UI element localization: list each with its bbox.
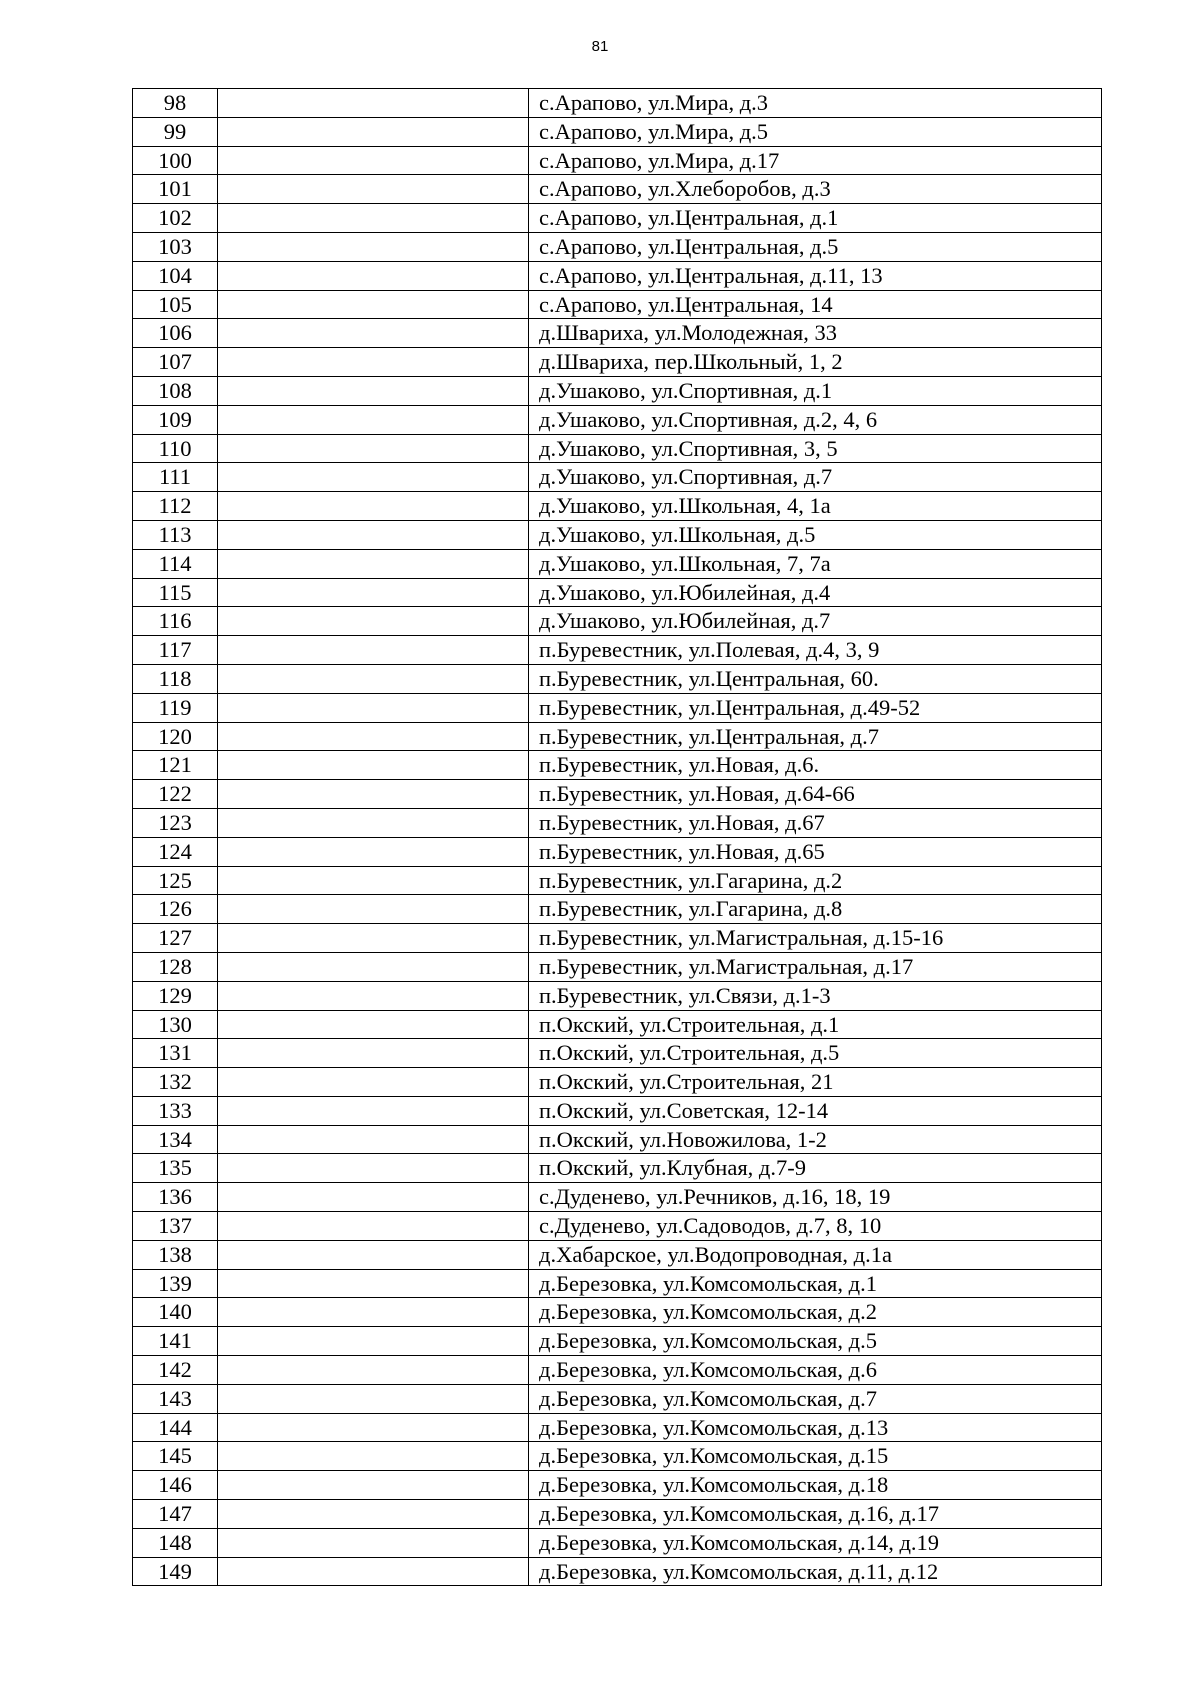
address-cell: п.Буревестник, ул.Магистральная, д.17 bbox=[529, 952, 1102, 981]
address-cell: д.Березовка, ул.Комсомольская, д.15 bbox=[529, 1442, 1102, 1471]
table-row bbox=[133, 780, 1102, 809]
row-number-cell: 112 bbox=[133, 492, 218, 521]
table-row bbox=[133, 1039, 1102, 1068]
table-row bbox=[133, 376, 1102, 405]
empty-cell bbox=[218, 1384, 529, 1413]
address-cell: п.Окский, ул.Строительная, д.5 bbox=[529, 1039, 1102, 1068]
empty-cell bbox=[218, 693, 529, 722]
table-row bbox=[133, 463, 1102, 492]
table-row bbox=[133, 1384, 1102, 1413]
address-cell: с.Арапово, ул.Центральная, д.1 bbox=[529, 204, 1102, 233]
empty-cell bbox=[218, 722, 529, 751]
row-number-cell: 128 bbox=[133, 952, 218, 981]
address-cell: п.Буревестник, ул.Гагарина, д.2 bbox=[529, 866, 1102, 895]
row-number-cell: 141 bbox=[133, 1327, 218, 1356]
row-number-cell: 102 bbox=[133, 204, 218, 233]
empty-cell bbox=[218, 1010, 529, 1039]
address-cell: д.Ушаково, ул.Спортивная, 3, 5 bbox=[529, 434, 1102, 463]
row-number-cell: 142 bbox=[133, 1356, 218, 1385]
address-cell: п.Буревестник, ул.Новая, д.6. bbox=[529, 751, 1102, 780]
table-row bbox=[133, 808, 1102, 837]
row-number-cell: 101 bbox=[133, 175, 218, 204]
row-number-cell: 147 bbox=[133, 1500, 218, 1529]
table-row bbox=[133, 204, 1102, 233]
row-number-cell: 107 bbox=[133, 348, 218, 377]
row-number-cell: 120 bbox=[133, 722, 218, 751]
row-number-cell: 127 bbox=[133, 924, 218, 953]
row-number-cell: 114 bbox=[133, 549, 218, 578]
empty-cell bbox=[218, 1096, 529, 1125]
address-cell: д.Ушаково, ул.Школьная, 4, 1а bbox=[529, 492, 1102, 521]
row-number-cell: 121 bbox=[133, 751, 218, 780]
address-cell: п.Окский, ул.Строительная, д.1 bbox=[529, 1010, 1102, 1039]
table-row bbox=[133, 636, 1102, 665]
empty-cell bbox=[218, 261, 529, 290]
address-cell: с.Арапово, ул.Центральная, д.5 bbox=[529, 232, 1102, 261]
address-cell: с.Дуденево, ул.Садоводов, д.7, 8, 10 bbox=[529, 1212, 1102, 1241]
table-row bbox=[133, 1125, 1102, 1154]
empty-cell bbox=[218, 434, 529, 463]
table-row bbox=[133, 175, 1102, 204]
empty-cell bbox=[218, 1212, 529, 1241]
empty-cell bbox=[218, 1442, 529, 1471]
empty-cell bbox=[218, 1356, 529, 1385]
row-number-cell: 148 bbox=[133, 1528, 218, 1557]
table-row bbox=[133, 1212, 1102, 1241]
table-row bbox=[133, 232, 1102, 261]
address-cell: с.Дуденево, ул.Речников, д.16, 18, 19 bbox=[529, 1183, 1102, 1212]
row-number-cell: 129 bbox=[133, 981, 218, 1010]
row-number-cell: 125 bbox=[133, 866, 218, 895]
row-number-cell: 144 bbox=[133, 1413, 218, 1442]
empty-cell bbox=[218, 780, 529, 809]
row-number-cell: 133 bbox=[133, 1096, 218, 1125]
row-number-cell: 126 bbox=[133, 895, 218, 924]
table-row bbox=[133, 1096, 1102, 1125]
table-row bbox=[133, 549, 1102, 578]
empty-cell bbox=[218, 1327, 529, 1356]
empty-cell bbox=[218, 1471, 529, 1500]
address-cell: п.Окский, ул.Строительная, 21 bbox=[529, 1068, 1102, 1097]
address-cell: д.Ушаково, ул.Спортивная, д.1 bbox=[529, 376, 1102, 405]
row-number-cell: 115 bbox=[133, 578, 218, 607]
row-number-cell: 98 bbox=[133, 89, 218, 118]
row-number-cell: 113 bbox=[133, 520, 218, 549]
empty-cell bbox=[218, 1240, 529, 1269]
row-number-cell: 99 bbox=[133, 117, 218, 146]
table-row bbox=[133, 924, 1102, 953]
address-cell: д.Березовка, ул.Комсомольская, д.2 bbox=[529, 1298, 1102, 1327]
table-row bbox=[133, 1240, 1102, 1269]
table-row bbox=[133, 722, 1102, 751]
row-number-cell: 131 bbox=[133, 1039, 218, 1068]
address-cell: д.Березовка, ул.Комсомольская, д.16, д.17 bbox=[529, 1500, 1102, 1529]
address-cell: д.Березовка, ул.Комсомольская, д.5 bbox=[529, 1327, 1102, 1356]
row-number-cell: 135 bbox=[133, 1154, 218, 1183]
table-row bbox=[133, 607, 1102, 636]
row-number-cell: 117 bbox=[133, 636, 218, 665]
table-row bbox=[133, 578, 1102, 607]
empty-cell bbox=[218, 146, 529, 175]
empty-cell bbox=[218, 1154, 529, 1183]
empty-cell bbox=[218, 808, 529, 837]
row-number-cell: 136 bbox=[133, 1183, 218, 1212]
row-number-cell: 109 bbox=[133, 405, 218, 434]
address-cell: п.Буревестник, ул.Магистральная, д.15-16 bbox=[529, 924, 1102, 953]
address-table bbox=[132, 88, 1102, 1586]
table-row bbox=[133, 434, 1102, 463]
table-row bbox=[133, 89, 1102, 118]
empty-cell bbox=[218, 492, 529, 521]
row-number-cell: 105 bbox=[133, 290, 218, 319]
empty-cell bbox=[218, 1039, 529, 1068]
address-cell: п.Окский, ул.Клубная, д.7-9 bbox=[529, 1154, 1102, 1183]
table-row bbox=[133, 405, 1102, 434]
row-number-cell: 132 bbox=[133, 1068, 218, 1097]
row-number-cell: 143 bbox=[133, 1384, 218, 1413]
empty-cell bbox=[218, 1413, 529, 1442]
address-table-body bbox=[133, 89, 1102, 1586]
address-cell: п.Буревестник, ул.Новая, д.67 bbox=[529, 808, 1102, 837]
table-row bbox=[133, 1154, 1102, 1183]
row-number-cell: 138 bbox=[133, 1240, 218, 1269]
empty-cell bbox=[218, 866, 529, 895]
row-number-cell: 111 bbox=[133, 463, 218, 492]
empty-cell bbox=[218, 463, 529, 492]
empty-cell bbox=[218, 837, 529, 866]
empty-cell bbox=[218, 405, 529, 434]
row-number-cell: 146 bbox=[133, 1471, 218, 1500]
address-cell: д.Ушаково, ул.Школьная, д.5 bbox=[529, 520, 1102, 549]
table-row bbox=[133, 751, 1102, 780]
address-cell: д.Ушаково, ул.Школьная, 7, 7а bbox=[529, 549, 1102, 578]
table-row bbox=[133, 1068, 1102, 1097]
address-cell: п.Буревестник, ул.Связи, д.1-3 bbox=[529, 981, 1102, 1010]
table-row bbox=[133, 1500, 1102, 1529]
empty-cell bbox=[218, 636, 529, 665]
address-cell: п.Буревестник, ул.Новая, д.64-66 bbox=[529, 780, 1102, 809]
empty-cell bbox=[218, 1125, 529, 1154]
empty-cell bbox=[218, 952, 529, 981]
row-number-cell: 116 bbox=[133, 607, 218, 636]
empty-cell bbox=[218, 895, 529, 924]
empty-cell bbox=[218, 117, 529, 146]
address-cell: д.Березовка, ул.Комсомольская, д.13 bbox=[529, 1413, 1102, 1442]
empty-cell bbox=[218, 319, 529, 348]
table-row bbox=[133, 866, 1102, 895]
address-cell: д.Ушаково, ул.Юбилейная, д.7 bbox=[529, 607, 1102, 636]
table-row bbox=[133, 492, 1102, 521]
address-cell: д.Березовка, ул.Комсомольская, д.18 bbox=[529, 1471, 1102, 1500]
empty-cell bbox=[218, 232, 529, 261]
empty-cell bbox=[218, 607, 529, 636]
empty-cell bbox=[218, 578, 529, 607]
table-row bbox=[133, 981, 1102, 1010]
address-cell: с.Арапово, ул.Мира, д.17 bbox=[529, 146, 1102, 175]
row-number-cell: 130 bbox=[133, 1010, 218, 1039]
table-row bbox=[133, 1298, 1102, 1327]
table-row bbox=[133, 1413, 1102, 1442]
row-number-cell: 110 bbox=[133, 434, 218, 463]
empty-cell bbox=[218, 1557, 529, 1586]
row-number-cell: 122 bbox=[133, 780, 218, 809]
row-number-cell: 145 bbox=[133, 1442, 218, 1471]
address-cell: п.Буревестник, ул.Гагарина, д.8 bbox=[529, 895, 1102, 924]
address-cell: с.Арапово, ул.Центральная, д.11, 13 bbox=[529, 261, 1102, 290]
address-cell: п.Буревестник, ул.Новая, д.65 bbox=[529, 837, 1102, 866]
table-row bbox=[133, 1183, 1102, 1212]
table-row bbox=[133, 520, 1102, 549]
row-number-cell: 124 bbox=[133, 837, 218, 866]
address-cell: д.Березовка, ул.Комсомольская, д.6 bbox=[529, 1356, 1102, 1385]
table-row bbox=[133, 261, 1102, 290]
empty-cell bbox=[218, 348, 529, 377]
row-number-cell: 137 bbox=[133, 1212, 218, 1241]
row-number-cell: 123 bbox=[133, 808, 218, 837]
page-number: 81 bbox=[591, 38, 609, 55]
empty-cell bbox=[218, 981, 529, 1010]
address-cell: п.Окский, ул.Новожилова, 1-2 bbox=[529, 1125, 1102, 1154]
table-row bbox=[133, 693, 1102, 722]
table-row bbox=[133, 1471, 1102, 1500]
empty-cell bbox=[218, 204, 529, 233]
empty-cell bbox=[218, 520, 529, 549]
table-row bbox=[133, 319, 1102, 348]
row-number-cell: 104 bbox=[133, 261, 218, 290]
address-cell: п.Буревестник, ул.Центральная, д.49-52 bbox=[529, 693, 1102, 722]
table-row bbox=[133, 1327, 1102, 1356]
address-cell: д.Хабарское, ул.Водопроводная, д.1а bbox=[529, 1240, 1102, 1269]
row-number-cell: 108 bbox=[133, 376, 218, 405]
address-cell: п.Буревестник, ул.Полевая, д.4, 3, 9 bbox=[529, 636, 1102, 665]
row-number-cell: 118 bbox=[133, 664, 218, 693]
empty-cell bbox=[218, 1068, 529, 1097]
address-cell: с.Арапово, ул.Мира, д.5 bbox=[529, 117, 1102, 146]
table-row bbox=[133, 117, 1102, 146]
empty-cell bbox=[218, 1528, 529, 1557]
empty-cell bbox=[218, 89, 529, 118]
empty-cell bbox=[218, 1500, 529, 1529]
table-row bbox=[133, 146, 1102, 175]
address-cell: д.Березовка, ул.Комсомольская, д.7 bbox=[529, 1384, 1102, 1413]
table-row bbox=[133, 1528, 1102, 1557]
row-number-cell: 149 bbox=[133, 1557, 218, 1586]
table-row bbox=[133, 895, 1102, 924]
empty-cell bbox=[218, 290, 529, 319]
empty-cell bbox=[218, 664, 529, 693]
table-row bbox=[133, 290, 1102, 319]
address-cell: с.Арапово, ул.Центральная, 14 bbox=[529, 290, 1102, 319]
address-cell: п.Буревестник, ул.Центральная, д.7 bbox=[529, 722, 1102, 751]
table-row bbox=[133, 1269, 1102, 1298]
row-number-cell: 100 bbox=[133, 146, 218, 175]
address-cell: д.Ушаково, ул.Юбилейная, д.4 bbox=[529, 578, 1102, 607]
address-cell: п.Окский, ул.Советская, 12-14 bbox=[529, 1096, 1102, 1125]
address-cell: д.Ушаково, ул.Спортивная, д.2, 4, 6 bbox=[529, 405, 1102, 434]
empty-cell bbox=[218, 924, 529, 953]
empty-cell bbox=[218, 751, 529, 780]
row-number-cell: 103 bbox=[133, 232, 218, 261]
table-row bbox=[133, 348, 1102, 377]
empty-cell bbox=[218, 1269, 529, 1298]
table-row bbox=[133, 1557, 1102, 1586]
empty-cell bbox=[218, 376, 529, 405]
row-number-cell: 140 bbox=[133, 1298, 218, 1327]
address-cell: д.Березовка, ул.Комсомольская, д.11, д.12 bbox=[529, 1557, 1102, 1586]
table-row bbox=[133, 952, 1102, 981]
address-cell: п.Буревестник, ул.Центральная, 60. bbox=[529, 664, 1102, 693]
address-cell: с.Арапово, ул.Хлеборобов, д.3 bbox=[529, 175, 1102, 204]
table-row bbox=[133, 1010, 1102, 1039]
row-number-cell: 139 bbox=[133, 1269, 218, 1298]
address-cell: д.Швариха, ул.Молодежная, 33 bbox=[529, 319, 1102, 348]
address-cell: д.Березовка, ул.Комсомольская, д.14, д.19 bbox=[529, 1528, 1102, 1557]
empty-cell bbox=[218, 1183, 529, 1212]
address-cell: д.Березовка, ул.Комсомольская, д.1 bbox=[529, 1269, 1102, 1298]
address-cell: д.Ушаково, ул.Спортивная, д.7 bbox=[529, 463, 1102, 492]
row-number-cell: 106 bbox=[133, 319, 218, 348]
table-row bbox=[133, 1356, 1102, 1385]
row-number-cell: 134 bbox=[133, 1125, 218, 1154]
address-cell: д.Швариха, пер.Школьный, 1, 2 bbox=[529, 348, 1102, 377]
empty-cell bbox=[218, 175, 529, 204]
empty-cell bbox=[218, 1298, 529, 1327]
empty-cell bbox=[218, 549, 529, 578]
table-row bbox=[133, 837, 1102, 866]
address-cell: с.Арапово, ул.Мира, д.3 bbox=[529, 89, 1102, 118]
table-row bbox=[133, 1442, 1102, 1471]
row-number-cell: 119 bbox=[133, 693, 218, 722]
table-row bbox=[133, 664, 1102, 693]
